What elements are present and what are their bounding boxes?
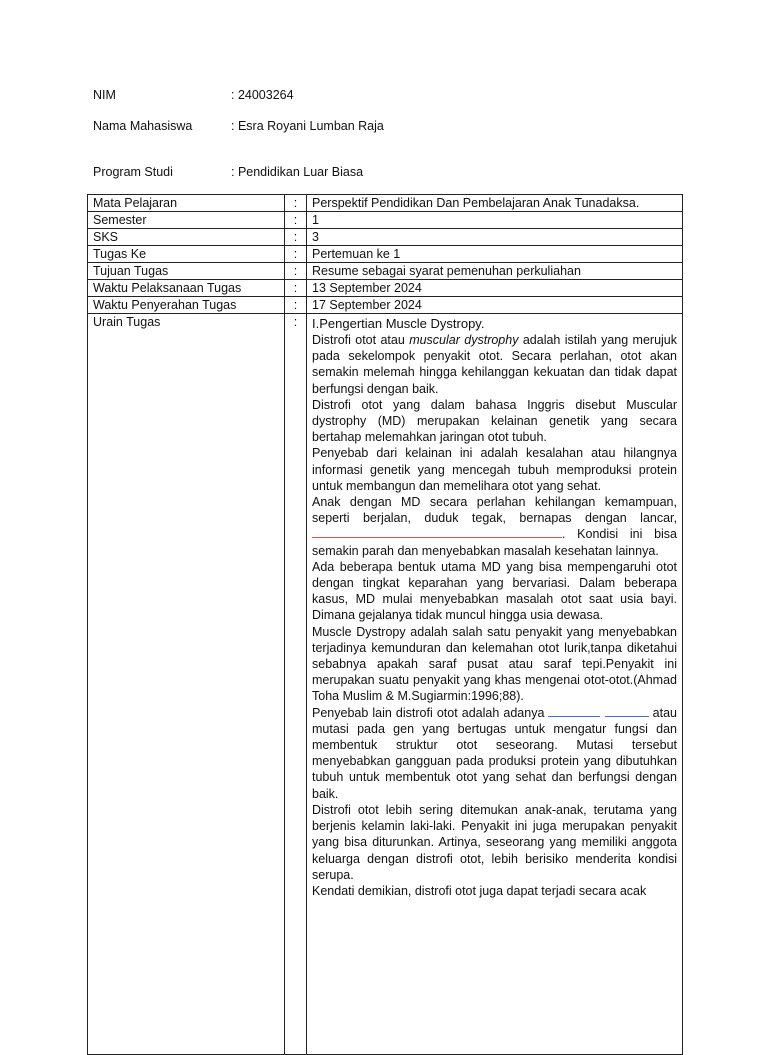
row-colon: : bbox=[285, 212, 307, 229]
link-underline[interactable] bbox=[548, 705, 600, 717]
row-value: 13 September 2024 bbox=[307, 280, 683, 297]
row-label: SKS bbox=[88, 229, 285, 246]
table-row bbox=[88, 297, 683, 314]
paragraph: Muscle Dystropy adalah salah satu penyakit yang menyebabkan terjadinya kemunduran dan kelemahan otot lurik,tanpa diketahui sebabnya apakah saraf pusat atau saraf tepi.Penyakit ini merupakan suatu penyakit yang khas mengenai otot-otot.(Ahmad Toha Muslim & M.Sugiarmin:1996;88). bbox=[312, 624, 677, 704]
paragraph: Distrofi otot yang dalam bahasa Inggris disebut Muscular dystrophy (MD) merupakan kelainan genetik yang secara bertahap melemahkan jaringan otot tubuh. bbox=[312, 397, 677, 445]
row-colon: : bbox=[285, 229, 307, 246]
row-label: Mata Pelajaran bbox=[88, 195, 285, 212]
nama-value: : Esra Royani Lumban Raja bbox=[231, 119, 384, 133]
prodi-value: : Pendidikan Luar Biasa bbox=[231, 165, 364, 179]
section-title: I.Pengertian Muscle Dystropy. bbox=[312, 316, 485, 331]
row-label: Waktu Penyerahan Tugas bbox=[88, 297, 285, 314]
prodi-row bbox=[93, 163, 693, 181]
table-row bbox=[88, 314, 683, 1055]
table-row bbox=[88, 229, 683, 246]
row-label: Tujuan Tugas bbox=[88, 263, 285, 280]
nim-value: : 24003264 bbox=[231, 88, 294, 102]
prodi-label: Program Studi bbox=[93, 165, 173, 179]
row-label: Semester bbox=[88, 212, 285, 229]
paragraph: Penyebab dari kelainan ini adalah kesalahan atau hilangnya informasi genetik yang mencegah tubuh memproduksi protein untuk membangun dan memelihara otot yang sehat. bbox=[312, 446, 677, 493]
assignment-table bbox=[87, 194, 683, 1055]
row-value: 17 September 2024 bbox=[307, 297, 683, 314]
nama-row bbox=[93, 117, 693, 135]
table-row bbox=[88, 212, 683, 229]
row-colon: : bbox=[285, 195, 307, 212]
row-label: Urain Tugas bbox=[88, 314, 285, 1055]
nim-label: NIM bbox=[93, 88, 116, 102]
row-value: 1 bbox=[307, 212, 683, 229]
row-value: Resume sebagai syarat pemenuhan perkuliahan bbox=[307, 263, 683, 280]
task-content bbox=[307, 314, 683, 1055]
paragraph: Anak dengan MD secara perlahan kehilangan kemampuan, seperti berjalan, duduk tegak, bernapas dengan lancar, . Kondisi ini bisa semakin parah dan menyebabkan masalah kesehatan lainnya. bbox=[312, 495, 677, 558]
table-row bbox=[88, 280, 683, 297]
paragraph: Ada beberapa bentuk utama MD yang bisa mempengaruhi otot dengan tingkat keparahan yang bervariasi. Dalam beberapa kasus, MD mulai menyebabkan masalah otot saat usia bayi. Dimana gejalanya tidak muncul hingga usia dewasa. bbox=[312, 559, 677, 623]
paragraph: Kendati demikian, distrofi otot juga dapat terjadi secara acak bbox=[312, 883, 647, 898]
row-colon: : bbox=[285, 314, 307, 1055]
paragraph: Penyebab lain distrofi otot adalah adanya atau mutasi pada gen yang bertugas untuk mengatur fungsi dan membentuk struktur otot seseorang. Mutasi tersebut menyebabkan gangguan pada produksi protein yang dibutuhkan tubuh untuk membentuk otot yang sehat dan berfungsi dengan baik. bbox=[312, 705, 677, 801]
row-label: Waktu Pelaksanaan Tugas bbox=[88, 280, 285, 297]
row-value: 3 bbox=[307, 229, 683, 246]
nim-row bbox=[93, 86, 693, 104]
paragraph: Distrofi otot atau muscular dystrophy adalah istilah yang merujuk pada sekelompok penyakit otot. Secara perlahan, otot akan semakin melemah hingga kehilanggan kekuatan dan tidak dapat berfungsi dengan baik. bbox=[312, 333, 678, 396]
row-colon: : bbox=[285, 246, 307, 263]
row-colon: : bbox=[285, 297, 307, 314]
row-colon: : bbox=[285, 280, 307, 297]
nama-label: Nama Mahasiswa bbox=[93, 119, 193, 133]
row-value: Pertemuan ke 1 bbox=[307, 246, 683, 263]
table-row bbox=[88, 195, 683, 212]
row-label: Tugas Ke bbox=[88, 246, 285, 263]
row-value: Perspektif Pendidikan Dan Pembelajaran Anak Tunadaksa. bbox=[307, 195, 683, 212]
paragraph: Distrofi otot lebih sering ditemukan anak-anak, terutama yang berjenis kelamin laki-laki. Penyakit ini juga merupakan penyakit yang bisa diturunkan. Artinya, seseorang yang memiliki anggota keluarga dengan distrofi otot, lebih berisiko menderita kondisi serupa. bbox=[312, 802, 677, 882]
link-underline[interactable] bbox=[312, 526, 562, 538]
row-colon: : bbox=[285, 263, 307, 280]
table-row bbox=[88, 263, 683, 280]
link-underline[interactable] bbox=[605, 705, 649, 717]
table-row bbox=[88, 246, 683, 263]
